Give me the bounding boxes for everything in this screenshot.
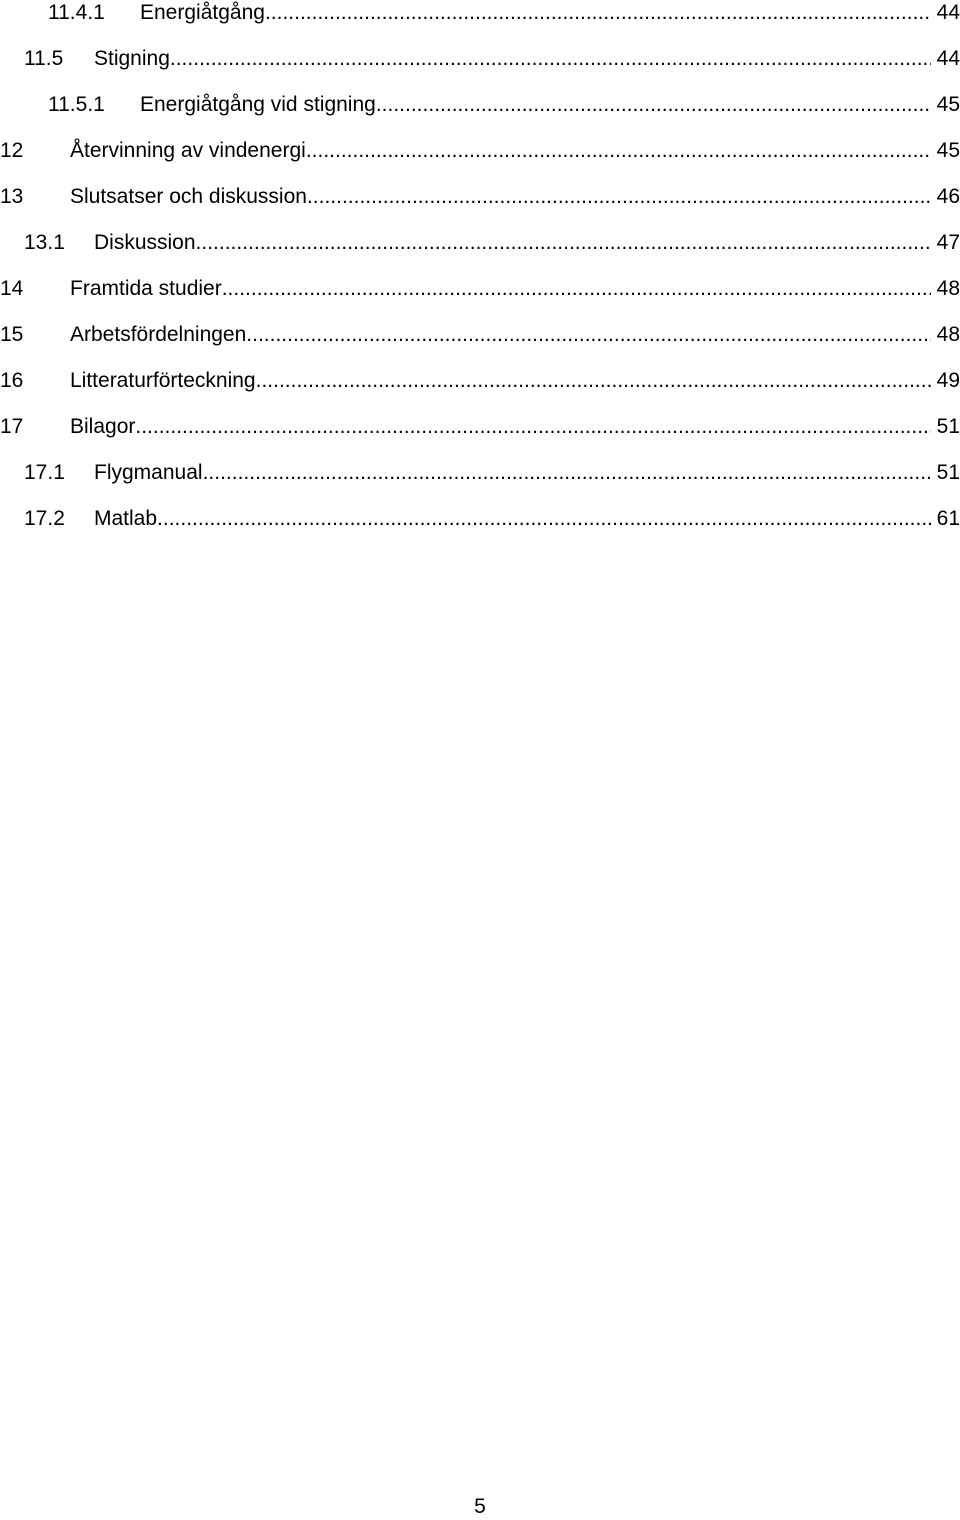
toc-entry-page: 46 [936,185,960,208]
toc-entry[interactable] [0,322,960,348]
toc-entry-page: 44 [936,47,960,70]
toc-dot-leader [196,230,931,256]
toc-entry-title: Framtida studier [70,277,222,300]
toc-entry-title: Energiåtgång [140,1,265,24]
toc-entry-page: 51 [936,461,960,484]
toc-entry-number: 13.1 [24,231,65,254]
toc-entry-title: Bilagor [70,415,136,438]
toc-entry-number: 12 [0,139,24,162]
toc-entry[interactable] [0,138,960,164]
toc-entry-page: 61 [936,507,960,530]
toc-dot-leader [307,184,931,210]
toc-entry[interactable] [0,414,960,440]
toc-dot-leader [135,414,930,440]
toc-entry-title: Återvinning av vindenergi [70,139,306,162]
toc-entry-title: Diskussion [94,231,196,254]
toc-entry[interactable] [24,506,960,532]
toc-entry-number: 17.1 [24,461,65,484]
toc-entry[interactable] [24,460,960,486]
toc-entry-number: 16 [0,369,24,392]
toc-entry-title: Slutsatser och diskussion [70,185,307,208]
toc-entry-number: 11.5 [24,47,64,70]
toc-dot-leader [170,46,931,72]
toc-entry-title: Energiåtgång vid stigning [140,93,376,116]
toc-entry-title: Arbetsfördelningen [70,323,247,346]
toc-entry-title: Litteraturförteckning [70,369,256,392]
toc-entry-number: 17 [0,415,24,438]
toc-entry[interactable] [24,230,960,256]
toc-entry[interactable] [0,368,960,394]
page-number: 5 [474,1495,486,1518]
toc-entry-title: Matlab [94,507,158,530]
toc-entry[interactable] [24,46,960,72]
toc-entry[interactable] [48,0,960,26]
toc-entry-title: Flygmanual [94,461,203,484]
toc-entry-page: 47 [936,231,960,254]
toc-entry-title: Stigning [94,47,170,70]
toc-entry-number: 13 [0,185,24,208]
toc-dot-leader [246,322,930,348]
toc-entry[interactable] [48,92,960,118]
toc-entry[interactable] [0,184,960,210]
toc-dot-leader [306,138,931,164]
toc-entry-number: 11.5.1 [48,93,105,116]
toc-entry-number: 14 [0,277,24,300]
toc-entry-number: 11.4.1 [48,1,105,24]
toc-dot-leader [203,460,931,486]
toc-entry[interactable] [0,276,960,302]
toc-dot-leader [222,276,931,302]
toc-entry-page: 45 [936,93,960,116]
toc-entry-page: 51 [936,415,960,438]
toc-dot-leader [157,506,931,532]
toc-entry-number: 17.2 [24,507,65,530]
toc-entry-number: 15 [0,323,24,346]
toc-entry-page: 48 [936,277,960,300]
toc-entry-page: 49 [936,369,960,392]
toc-entry-page: 44 [936,1,960,24]
toc-dot-leader [256,368,931,394]
toc-entry-page: 45 [936,139,960,162]
toc-entry-page: 48 [936,323,960,346]
toc-dot-leader [376,92,931,118]
toc-dot-leader [265,0,931,26]
